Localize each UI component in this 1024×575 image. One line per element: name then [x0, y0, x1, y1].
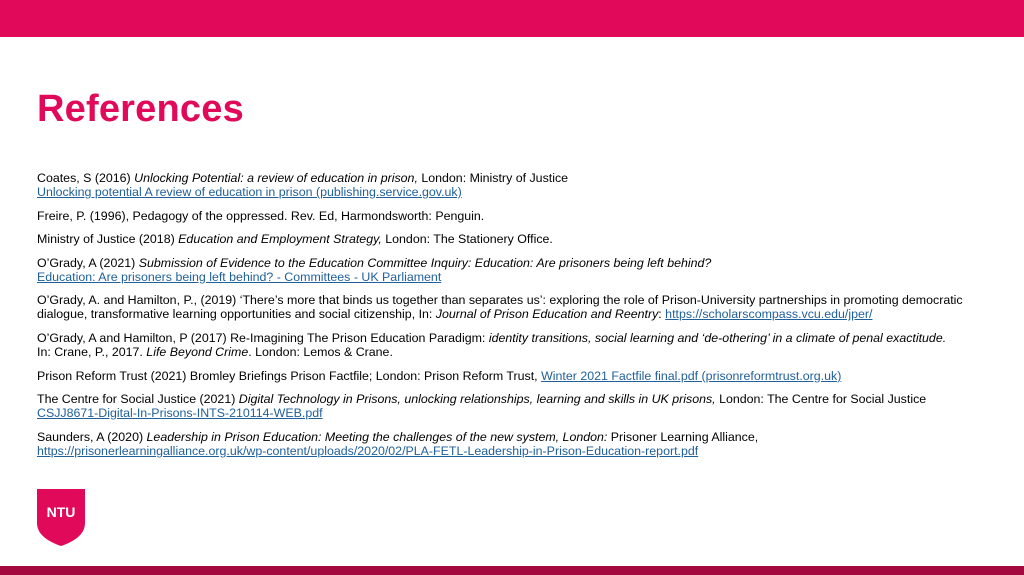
- reference-title: Digital Technology in Prisons, unlocking relationships, learning and skills in UK prisons,: [238, 392, 716, 407]
- reference-centre-social-justice: [37, 392, 987, 420]
- reference-ogrady-hamilton-2017: [37, 331, 987, 359]
- reference-link[interactable]: Unlocking potential A review of education in prison (publishing.service.gov.uk): [37, 185, 462, 199]
- ntu-shield-logo: [37, 489, 85, 546]
- reference-author: Prison Reform Trust (2021) Bromley Briefings Prison Factfile; London: Prison Reform Trust,: [37, 368, 542, 383]
- reference-link[interactable]: https://scholarscompass.vcu.edu/jper/: [665, 307, 873, 322]
- reference-author: Coates, S (2016): [37, 171, 135, 185]
- reference-author: O’Grady, A. and Hamilton, P., (2019) ‘There’s more that binds us together than separates us’: exploring the role of Prison-University partnerships in promoting democratic dialogue, transformative learning opportunities and social citizenship, In:: [37, 293, 963, 322]
- reference-publisher: London: The Centre for Social Justice: [715, 392, 927, 407]
- reference-link[interactable]: Education: Are prisoners being left behind? - Committees - UK Parliament: [37, 269, 442, 284]
- reference-title: Leadership in Prison Education: Meeting the challenges of the new system, London:: [146, 429, 608, 444]
- reference-ogrady-2021: [37, 256, 987, 284]
- reference-author: O’Grady, A and Hamilton, P (2017) Re-Imagining The Prison Education Paradigm:: [37, 330, 489, 345]
- reference-link[interactable]: https://prisonerlearningalliance.org.uk/wp-content/uploads/2020/02/PLA-FETL-Leadership-in-Prison-Education-report.pdf: [37, 443, 699, 458]
- reference-title: Education and Employment Strategy,: [178, 232, 382, 247]
- reference-title: Submission of Evidence to the Education Committee Inquiry: Education: Are prisoners being left behind?: [138, 255, 712, 270]
- reference-title: Unlocking Potential: a review of education in prison,: [134, 171, 418, 185]
- reference-separator: :: [658, 307, 666, 322]
- reference-publisher: London: The Stationery Office.: [381, 232, 553, 247]
- reference-ogrady-hamilton-2019: [37, 293, 987, 321]
- logo-text: NTU: [46, 504, 76, 520]
- reference-prison-reform-trust: [37, 369, 987, 383]
- reference-publisher: Prisoner Learning Alliance,: [607, 429, 759, 444]
- reference-moj: [37, 232, 987, 246]
- reference-in: In: Crane, P., 2017.: [37, 344, 147, 359]
- top-accent-bar: [0, 0, 1024, 37]
- reference-list: [37, 171, 987, 467]
- reference-publisher: . London: Lemos & Crane.: [248, 344, 393, 359]
- reference-saunders: [37, 430, 987, 458]
- bottom-accent-bar: [0, 566, 1024, 575]
- reference-author: The Centre for Social Justice (2021): [37, 392, 239, 407]
- reference-link[interactable]: Winter 2021 Factfile final.pdf (prisonreformtrust.org.uk): [541, 368, 842, 383]
- reference-publisher: London: Ministry of Justice: [417, 171, 569, 185]
- reference-text: Freire, P. (1996), Pedagogy of the oppressed. Rev. Ed, Harmondsworth: Penguin.: [37, 208, 485, 223]
- reference-book-title: Life Beyond Crime: [146, 344, 249, 359]
- reference-coates: [37, 171, 987, 199]
- reference-author: Ministry of Justice (2018): [37, 232, 179, 247]
- reference-title: Journal of Prison Education and Reentry: [435, 307, 659, 322]
- reference-link[interactable]: CSJJ8671-Digital-In-Prisons-INTS-210114-WEB.pdf: [37, 406, 323, 421]
- reference-title: identity transitions, social learning and ‘de-othering’ in a climate of penal exactitude.: [488, 330, 947, 345]
- page-title: References: [37, 88, 244, 130]
- reference-freire: [37, 209, 987, 223]
- reference-author: O’Grady, A (2021): [37, 255, 139, 270]
- reference-author: Saunders, A (2020): [37, 429, 147, 444]
